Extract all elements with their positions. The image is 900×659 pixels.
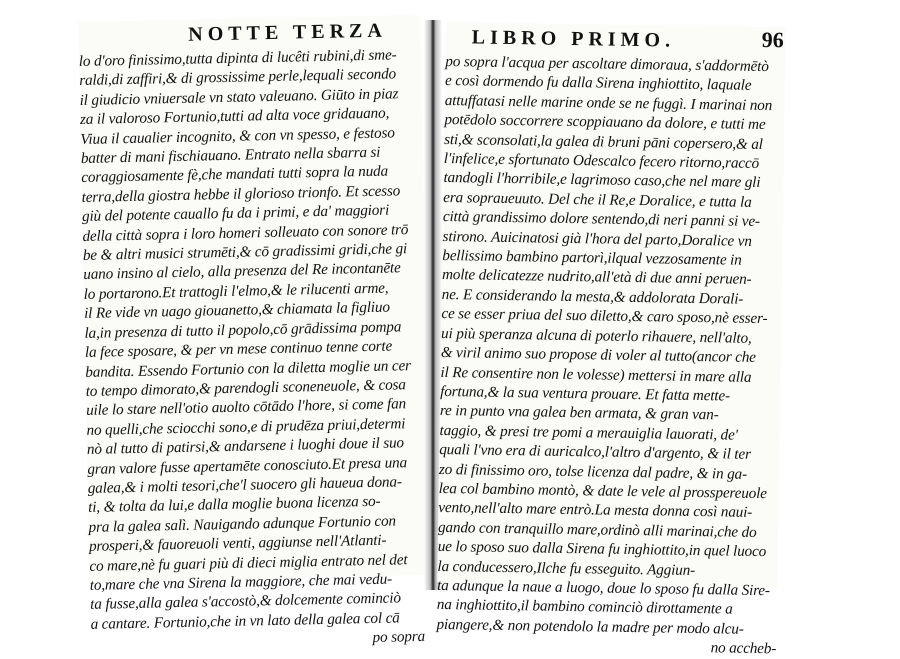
- right-page-text: [436, 52, 785, 659]
- text-line: po sopra l'acqua per ascoltare dimoraua, s'addormētò: [445, 52, 769, 76]
- text-line: batter di mani fischiauano. Entrato nella sbarra si: [80, 143, 381, 167]
- text-line: bellissimo bambino partorì,ilqual vezzosamente in: [442, 247, 742, 269]
- text-line: co mare,nè fu guari più di dieci miglia entrato nel det: [89, 550, 408, 575]
- text-line: stirono. Auicinatosi già l'hora del parto,Doralice vn: [442, 227, 752, 250]
- text-line: piangere,& non potendolo la madre per modo alcu-: [436, 615, 744, 638]
- text-line: & viril animo suo propose di voler al tutto(ancor che: [440, 344, 756, 367]
- text-line: il Re consentire non le volesse) mettersi in mare alla: [440, 363, 752, 386]
- left-page: [78, 15, 432, 647]
- text-line: po sopra: [372, 628, 426, 647]
- text-line: lo portarono.Et trattogli l'elmo,& le rilucenti arme,: [83, 279, 389, 303]
- text-line: sti,& sconsolati,la galea di bruni pāni copersero,& al: [444, 130, 763, 153]
- text-line: ce se esser priua del suo diletto,& caro sposo,nè esser-: [441, 305, 768, 328]
- text-line: uile lo stare nell'otio auolto cōtādo l'hore, si come fan: [85, 395, 407, 420]
- text-line: il giudicio vniuersale vn stato valeuano. Giūto in piaz: [79, 85, 399, 109]
- text-line: vento,nell'alto mare entrò.La mesta donna così naui-: [438, 499, 753, 522]
- text-line: la conducessero,Ilche fu esseguito. Aggiun-: [437, 557, 696, 579]
- text-line: to,mare che vna Sirena la maggiore, che mai vedu-: [89, 570, 393, 594]
- text-line: lea col bambino montò, & date le vele al prosspereuole: [438, 479, 767, 503]
- text-line: ti, & tolta da lui,e dalla moglie buona licenza so-: [87, 493, 381, 517]
- text-line: taggio, & presi tre pomi a merauiglia lauorati, de': [439, 421, 738, 444]
- text-line: uano insino al cielo, alla presenza del Re incontanēte: [83, 259, 401, 284]
- page-number: 96: [761, 26, 784, 53]
- text-line: na inghiottito,il bambino cominciò dirottamente a: [436, 596, 733, 618]
- text-line: ue lo sposo suo dalla Sirena fu inghiottito,in quel luoco: [437, 538, 767, 561]
- text-line: fortuna,& la sua ventura prouare. Et fatta mette-: [440, 382, 731, 405]
- text-line: terra,della giostra hebbe il glorioso trionfo. Et scesso: [81, 182, 401, 206]
- text-line: bandita. Essendo Fortunio con la diletta moglie un cer: [85, 356, 412, 381]
- text-line: ta fusse,alla galea s'accostò,& dolcemente cominciò: [90, 589, 402, 614]
- text-line: ui più speranza alcuna di poterlo rihauere, nell'alto,: [440, 324, 752, 347]
- text-line: la,in presenza di tutto il popolo,cō grādissima pompa: [84, 317, 402, 342]
- left-page-text: [79, 45, 434, 654]
- text-line: lo d'oro finissimo,tutta dipinta di lucêti rubini,di sme-: [78, 46, 397, 70]
- text-line: no accheb-: [710, 639, 777, 658]
- text-line: attuffatasi nelle marine onde se ne fuggì. I marinai non: [444, 91, 773, 114]
- text-line: a cantare. Fortunio,che in vn lato della galea col cā: [90, 609, 400, 633]
- text-line: la fece sposare, & per vn mese continuo tenne corte: [84, 337, 393, 362]
- running-head-left: NOTTE TERZA: [188, 19, 388, 46]
- text-line: za il valoroso Fortunio,tutti ad alta voce gridauano,: [79, 104, 390, 129]
- text-line: coraggiosamente fè,che mandati tutti sopra la nuda: [81, 162, 389, 187]
- text-line: tandogli l'horribile,e lagrimoso caso,che nel mare gli: [443, 169, 761, 192]
- right-page: [436, 22, 786, 658]
- text-line: to tempo dimorato,& parendogli sconeneuole, & cosa: [85, 376, 406, 400]
- text-line: giù del potente cauallo fu da i primi, e da' maggiori: [81, 201, 390, 226]
- text-line: zo di finissimo oro, tolse licenza dal padre, & in ga-: [438, 460, 748, 483]
- text-line: della città sopra i loro homeri solleuato con sonore trō: [82, 220, 409, 245]
- text-line: gran valore fusse apertamēte conosciuto.Et presa una: [87, 453, 408, 478]
- text-line: e così dormendo fu dalla Sirena inghiottito, laquale: [444, 72, 752, 95]
- text-line: pra la galea salì. Nauigando adunque Fortunio con: [88, 512, 397, 536]
- text-line: molte delicatezze nudrito,all'età di due anni peruen-: [441, 266, 752, 289]
- text-line: era sopraueuuto. Del che il Re,e Doralice, e tutta la: [443, 188, 752, 211]
- text-line: nò al tutto di patirsi,& andarsene i luoghi doue il suo: [86, 434, 405, 459]
- running-head-right: [446, 22, 786, 57]
- text-line: Viua il caualier incognito, & con vn spesso, e festoso: [80, 124, 395, 148]
- text-line: galea,& i molti tesori,che'l suocero gli haueua dona-: [87, 473, 402, 497]
- text-line: città grandissimo dolore sentendo,di neri panni si ve-: [442, 208, 761, 231]
- text-line: ne. E considerando la mesta,& addolorata Dorali-: [441, 285, 744, 308]
- text-line: ta adunque la naue a luogo, doue lo sposo fu dalla Sire-: [437, 576, 770, 600]
- text-line: il Re vide vn uago giouanetto,& chiamata la figliuo: [83, 298, 390, 323]
- text-line: no quelli,che sciocchi sono,e di prudēza priui,determi: [86, 414, 406, 439]
- text-line: l'infelice,e sfortunato Odescalco fecero ritorno,raccō: [443, 150, 760, 172]
- text-line: raldi,di zaffiri,& di grossissime perle,lequali secondo: [79, 65, 397, 90]
- text-line: quali l'vno era di auricalco,l'altro d'argento, & il ter: [439, 441, 751, 463]
- text-line: prosperi,& fauoreuoli venti, aggiunse nell'Atlanti-: [88, 531, 387, 556]
- text-line: potēdolo soccorrere scoppiauano da dolore, e tutti me: [444, 111, 766, 134]
- running-head-title: LIBRO PRIMO.: [471, 26, 676, 52]
- text-line: gando con tranquillo mare,ordinò alli marinai,che do: [437, 518, 757, 541]
- text-line: re in punto vna galea ben armata, & gran van-: [439, 402, 719, 424]
- text-line: be & altri musici strumēti,& cō gradissimi gridi,che gi: [82, 240, 408, 265]
